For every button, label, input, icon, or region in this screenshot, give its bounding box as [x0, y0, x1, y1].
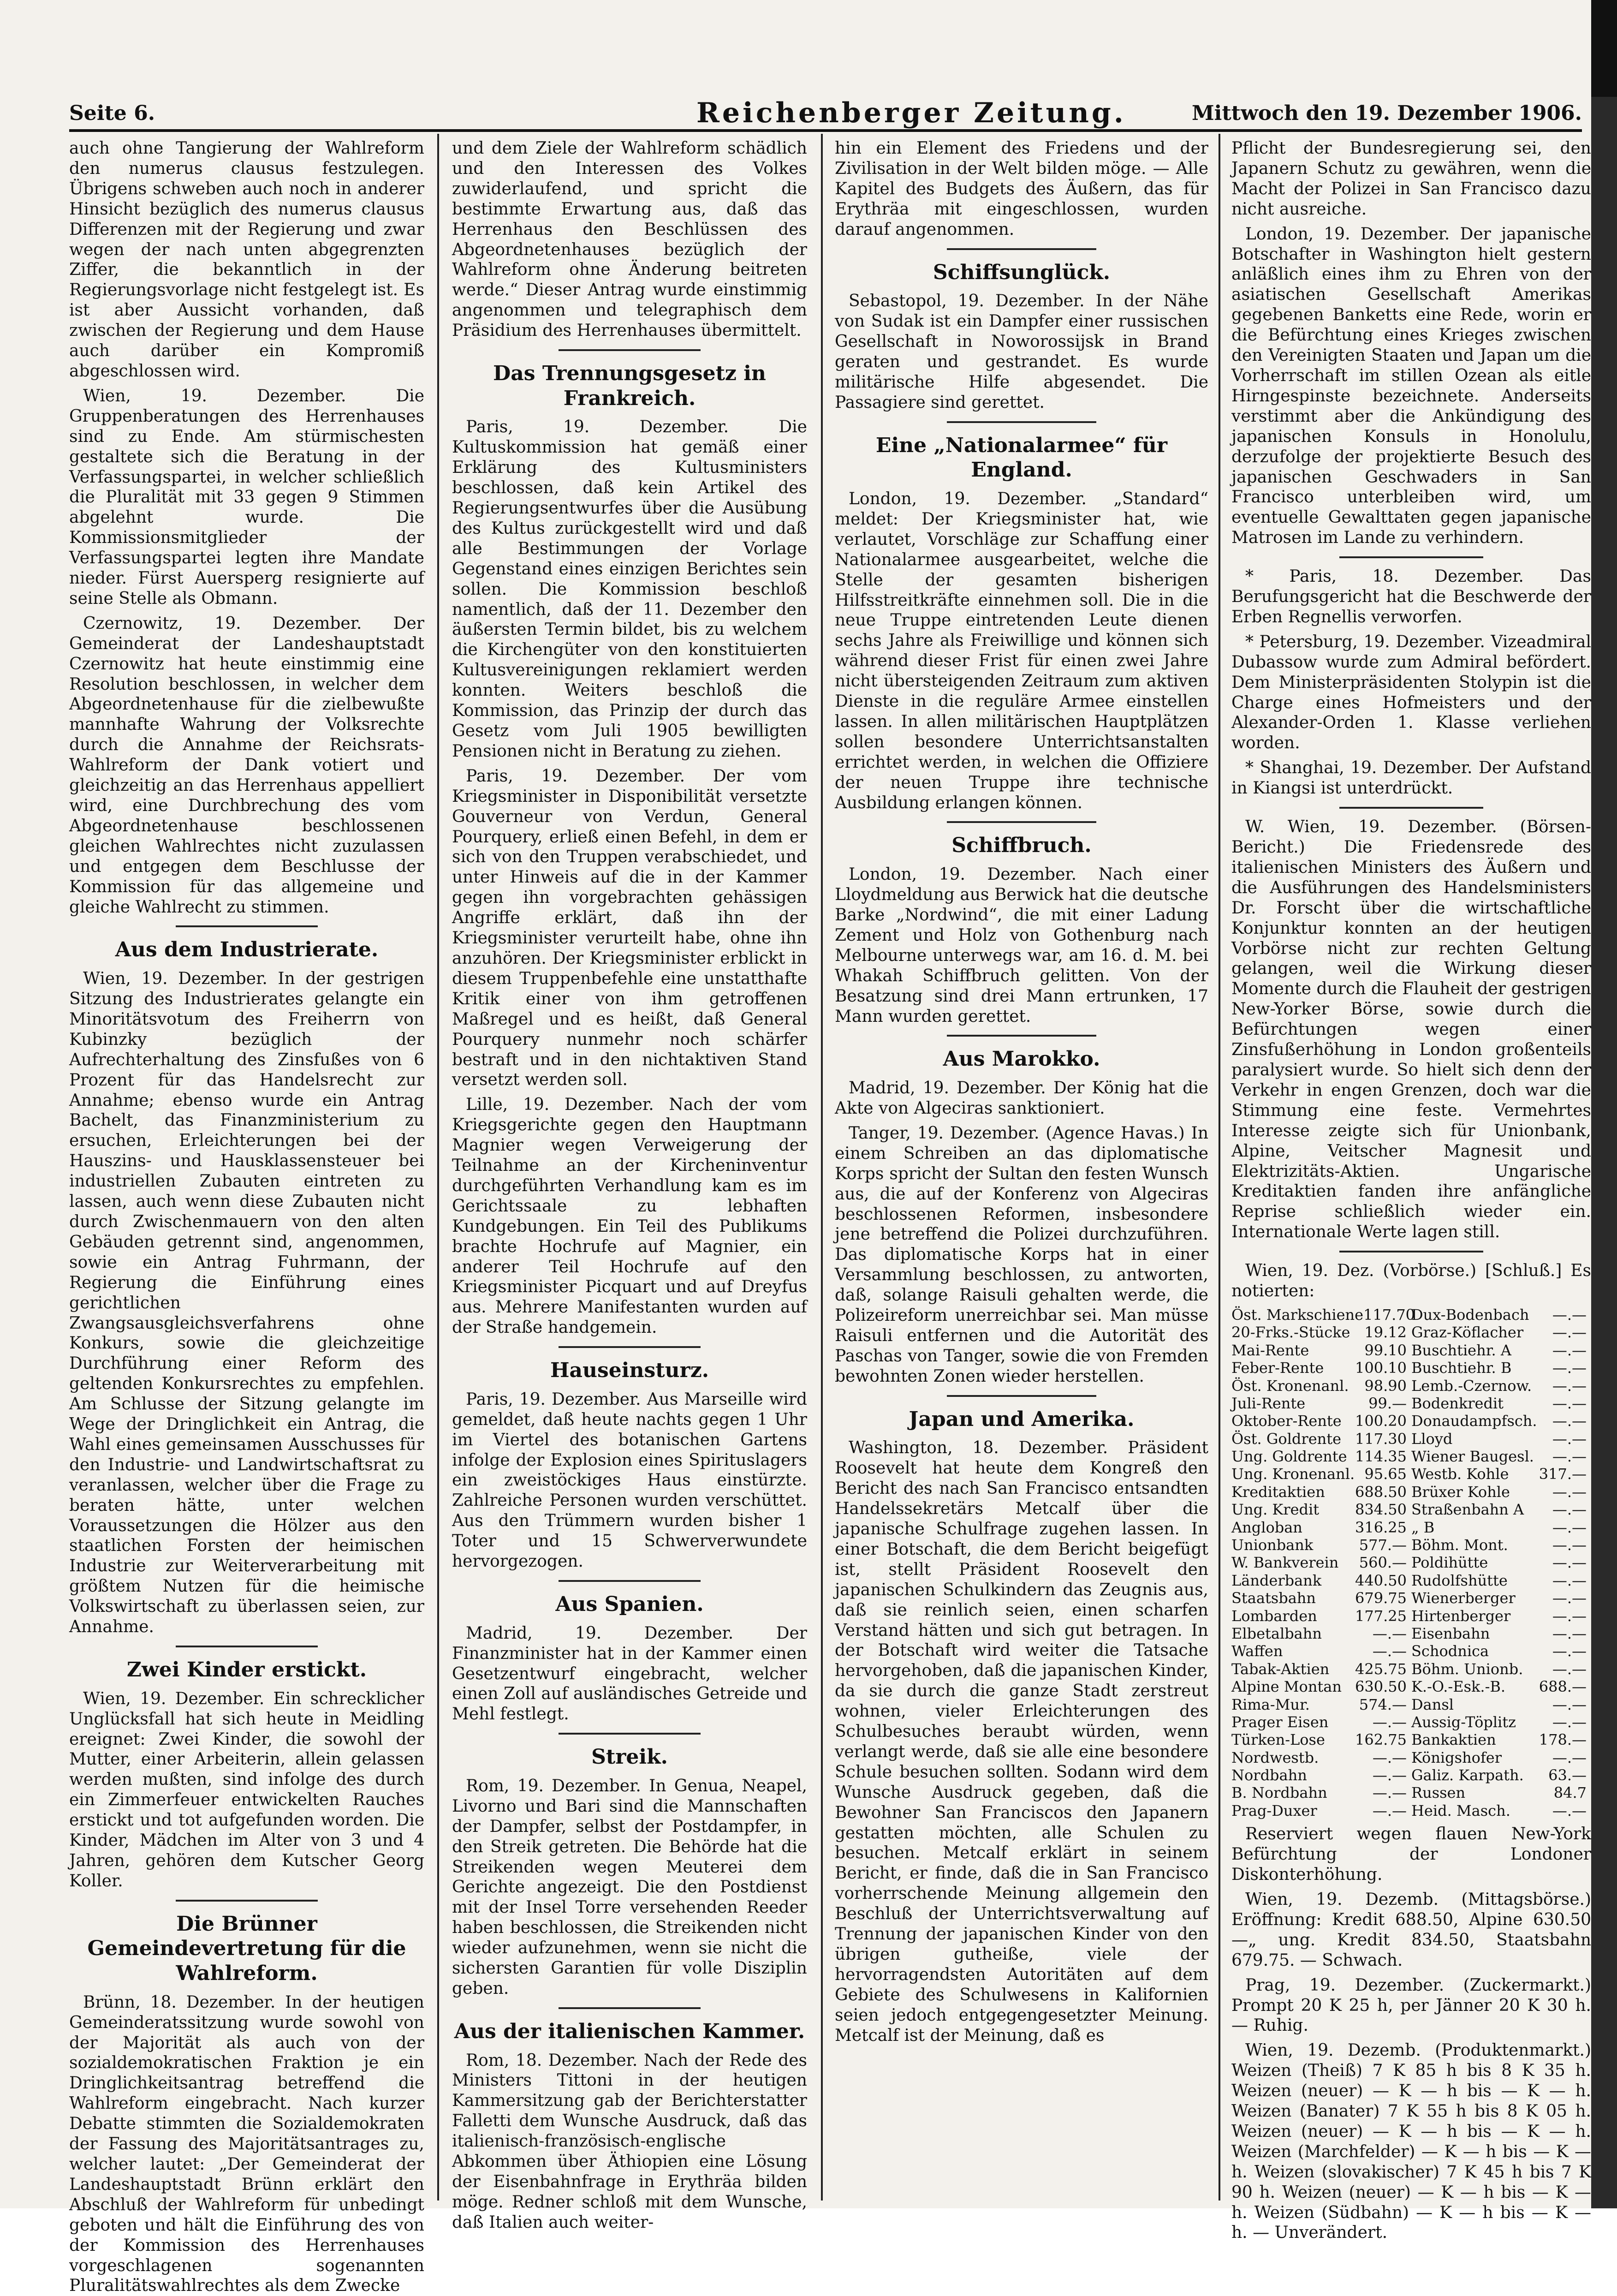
stock-row: [1231, 1324, 1591, 1341]
column-rule: [437, 134, 439, 2201]
stock-value: 117.70: [1363, 1306, 1415, 1324]
column-3: [835, 138, 1208, 2196]
stock-cell: [1411, 1465, 1591, 1483]
stock-name: Angloban: [1231, 1518, 1302, 1536]
stock-row: [1231, 1607, 1591, 1625]
article-paragraph: Sebastopol, 19. Dezember. In der Nähe von Sudak ist ein Dampfer einer russischen Gesellschaft in Noworossijsk in Brand geraten und gestrandet. Es wurde militärische Hilfe abgesendet. Die Passagiere sind gerettet.: [835, 292, 1208, 412]
stock-row: [1231, 1572, 1591, 1589]
stock-name: Brüxer Kohle: [1411, 1483, 1510, 1501]
stock-value: 99.—: [1368, 1394, 1407, 1412]
stock-name: Böhm. Mont.: [1411, 1536, 1508, 1554]
stock-cell: [1231, 1554, 1411, 1571]
stock-name: Buschtiehr. B: [1411, 1359, 1512, 1377]
article-headline: Hauseinsturz.: [550, 1359, 709, 1383]
article-paragraph: London, 19. Dezember. Nach einer Lloydmeldung aus Berwick hat die deutsche Barke „Nordwind“, die mit einer Ladung Zement und Holz von Gothenburg nach Melbourne unterwegs war, am 16. d. M. bei Whakah Schiffbruch gelitten. Von der Besatzung sind drei Mann ertrunken, 17 Mann wurden gerettet.: [835, 865, 1208, 1026]
stock-row: [1231, 1766, 1591, 1784]
stock-value: —.—: [1552, 1571, 1587, 1589]
stock-value: —.—: [1552, 1642, 1587, 1660]
page-header: [69, 97, 1582, 132]
stock-row: [1231, 1749, 1591, 1766]
article-paragraph: Paris, 19. Dezember. Die Kultuskommission hat gemäß einer Erklärung des Kultusministers beschlossen, daß kein Artikel des Regierungsentwurfes über die Ausübung des Kultus zurückgestellt wird und daß alle Bestimmungen der Vorlage Gegenstand eines einzigen Berichtes sein sollen. Die Kommission beschloß namentlich, daß der 11. Dezember den äußersten Termin bildet, bis zu welchem die Kirchengüter von den konstituierten Kultusvereinigungen reklamiert werden konnten. Weiters beschloß die Kommission, das Prinzip der durch das Gesetz vom Juli 1905 bewilligten Pensionen nicht in Beratung zu ziehen.: [452, 417, 807, 761]
stock-value: 63.—: [1548, 1766, 1587, 1784]
stock-cell: [1411, 1359, 1591, 1377]
article-paragraph: Rom, 19. Dezember. In Genua, Neapel, Livorno und Bari sind die Mannschaften der Dampfer, selbst der Postdampfer, in den Streik getreten. Die Behörde hat die Streikenden wegen Meuterei dem Gerichte angezeigt. Die den Postdienst mit der Insel Torre versehenden Reeder haben beschlossen, die Streikenden nicht wieder aufzunehmen, wenn sie nicht die sichersten Garantien für volle Disziplin geben.: [452, 1776, 807, 1998]
stock-value: —.—: [1372, 1766, 1407, 1784]
stock-name: Lloyd: [1411, 1430, 1453, 1448]
article-paragraph: und dem Ziele der Wahlreform schädlich und den Interessen des Volkes zuwiderlaufend, und spricht die bestimmte Erwartung aus, daß das Herrenhaus den Beschlüssen des Abgeordnetenhauses bezüglich der Wahlreform ohne Änderung beitreten werde.“ Dieser Antrag wurde einstimmig angenommen und telegraphisch dem Präsidium des Herrenhauses übermittelt.: [452, 139, 807, 340]
stock-name: Nordbahn: [1231, 1766, 1307, 1784]
stock-row: [1231, 1554, 1591, 1571]
article-paragraph: * Paris, 18. Dezember. Das Berufungsgericht hat die Beschwerde der Erben Regnellis verworfen.: [1231, 567, 1591, 626]
article-paragraph: Washington, 18. Dezember. Präsident Roosevelt hat heute dem Kongreß den Bericht des nach San Francisco entsandten Handelssekretärs Metcalf über die japanische Schulfrage zugehen lassen. In einer Botschaft, die dem Bericht beigefügt ist, stellt Präsident Roosevelt den japanischen Schulkindern das Zeugnis aus, daß sie reinlich seien, einen scharfen Verstand hätten und sich gut betragen. In der Botschaft wird weiter die Tatsache hervorgehoben, daß die japanischen Kinder, da sie durch die ganze Stadt zerstreut wohnen, vieler Erleichterungen des Schulbesuches beraubt würden, wenn verlangt werde, daß sie alle eine besondere Schule besuchen sollten. Sodann wird dem Wunsche Ausdruck gegeben, daß die Bewohner San Franciscos den Japanern gestatten möchten, alle Schulen zu besuchen. Metcalf erklärt in seinem Bericht, er finde, daß die in San Francisco vorherrschende Meinung allgemein den Beschluß der Unterrichtsverwaltung auf Trennung der japanischen Kinder von den übrigen gutheiße, viele der hervorragendsten Autoritäten auf dem Gebiete des Schulwesens in Kalifornien seien jedoch entgegengesetzter Meinung. Metcalf ist der Meinung, daß es: [835, 1438, 1208, 2045]
stock-cell: [1231, 1412, 1411, 1430]
stock-row: [1231, 1536, 1591, 1554]
stock-cell: [1411, 1607, 1591, 1625]
stock-value: 177.25: [1355, 1607, 1407, 1625]
stock-row: [1231, 1395, 1591, 1412]
stock-value: 425.75: [1355, 1660, 1407, 1678]
article-paragraph: Tanger, 19. Dezember. (Agence Havas.) In einem Schreiben an das diplomatische Korps spricht der Sultan den festen Wunsch aus, die auf der Konferenz von Algeciras beschlossenen Reformen, insbesondere jene betreffend die Polizei durchzuführen. Das diplomatische Korps hat in einer Versammlung beschlossen, zu antworten, daß, solange Raisuli gehalten werde, die Polizeireform unerreichbar sei. Man müsse Raisuli entfernen und die Autorität des Paschas von Tanger, sowie die von Fremden bewohnten Zonen wieder herstellen.: [835, 1123, 1208, 1386]
stock-value: —.—: [1552, 1377, 1587, 1395]
article-paragraph: auch ohne Tangierung der Wahlreform den numerus clausus festzulegen. Übrigens schweben auch noch in anderer Hinsicht bezüglich des numerus clausus Differenzen mit der Regierung und zwar wegen der nach unten abgegrenzten Ziffer, die bekanntlich in der Regierungsvorlage nicht festgelegt ist. Es ist aber Aussicht vorhanden, daß zwischen der Regierung und dem Hause auch darüber ein Kompromiß abgeschlossen wird.: [69, 139, 424, 381]
stock-cell: [1231, 1536, 1411, 1554]
article-separator: [947, 421, 1096, 423]
stock-value: —.—: [1552, 1483, 1587, 1501]
stock-cell: [1231, 1678, 1411, 1695]
stock-name: Kreditaktien: [1231, 1483, 1325, 1501]
stock-value: 834.50: [1355, 1501, 1407, 1519]
article-separator: [947, 1035, 1096, 1037]
article-separator: [1339, 556, 1483, 558]
article-paragraph: Wien, 19. Dezemb. (Mittagsbörse.) Eröffnung: Kredit 688.50, Alpine 630.50 —„ ung. Kredit 834.50, Staatsbahn 679.75. — Schwach.: [1231, 1890, 1591, 1970]
article-paragraph: Madrid, 19. Dezember. Der König hat die Akte von Algeciras sanktioniert.: [835, 1079, 1208, 1118]
stock-cell: [1231, 1660, 1411, 1678]
column-4: [1231, 138, 1591, 2242]
stock-cell: [1411, 1501, 1591, 1518]
stock-value: 114.35: [1355, 1448, 1407, 1466]
article-headline: Aus der italienischen Kammer.: [454, 2019, 805, 2043]
stock-name: Unionbank: [1231, 1536, 1314, 1554]
stock-value: 117.30: [1355, 1430, 1407, 1448]
stock-list-heading: Wien, 19. Dez. (Vorbörse.) [Schluß.] Es notierten:: [1231, 1261, 1591, 1301]
stock-value: —.—: [1552, 1748, 1587, 1766]
article-headline: Zwei Kinder erstickt.: [126, 1658, 367, 1682]
stock-value: —.—: [1372, 1642, 1407, 1660]
stock-name: Ung. Kredit: [1231, 1501, 1320, 1519]
article-paragraph: London, 19. Dezember. Der japanische Botschafter in Washington hielt gestern anläßlich eines ihm zu Ehren von der asiatischen Gesellschaft Amerikas gegebenen Banketts eine Rede, worin er die Befürchtung eines Krieges zwischen den Vereinigten Staaten und Japan um die Vorherrschaft im stillen Ozean als eitle Hirngespinste bezeichnete. Anderseits verstimmt aber die Ankündigung des japanischen Konsuls in Honolulu, derzufolge der projektierte Besuch des japanischen Geschwaders in San Francisco unterbleiben wird, um eventuelle Gewalttaten gegen japanische Matrosen im Lande zu verhindern.: [1231, 224, 1591, 548]
stock-value: —.—: [1552, 1324, 1587, 1342]
stock-value: —.—: [1552, 1518, 1587, 1536]
article-headline: Schiffbruch.: [951, 834, 1092, 858]
stock-name: Lombarden: [1231, 1607, 1317, 1625]
stock-cell: [1231, 1607, 1411, 1625]
stock-value: —.—: [1552, 1801, 1587, 1819]
article-paragraph: Wien, 19. Dezemb. (Produktenmarkt.) Weizen (Theiß) 7 K 85 h bis 8 K 35 h. Weizen (neuer) — K — h bis — K — h. Weizen (Banater) 7 K 55 h bis 8 K 05 h. Weizen (neuer) — K — h bis — K — h. Weizen (Marchfelder) — K — h bis — K — h. Weizen (slovakischer) 7 K 45 h bis 7 K 90 h. Weizen (neuer) — K — h bis — K — h. Weizen (Südbahn) — K — h bis — K — h. — Unverändert.: [1231, 2041, 1591, 2242]
article-headline: Eine „Nationalarmee“ für England.: [875, 433, 1168, 482]
stock-name: Schodnica: [1411, 1642, 1489, 1660]
stock-value: —.—: [1552, 1624, 1587, 1642]
stock-name: 20-Frks.-Stücke: [1231, 1324, 1350, 1342]
column-rule: [1219, 134, 1220, 2201]
stock-name: Länderbank: [1231, 1571, 1322, 1589]
stock-value: —.—: [1552, 1501, 1587, 1519]
stock-name: Bankaktien: [1411, 1731, 1496, 1749]
stock-name: Öst. Kronenanl.: [1231, 1377, 1349, 1395]
stock-row: [1231, 1430, 1591, 1448]
stock-value: 574.—: [1359, 1695, 1407, 1713]
stock-cell: [1231, 1465, 1411, 1483]
adjacent-page-edge: [1591, 97, 1617, 2208]
stock-name: Hirtenberger: [1411, 1607, 1511, 1625]
article-separator: [559, 2007, 701, 2009]
stock-cell: [1231, 1589, 1411, 1607]
page-number: Seite 6.: [69, 101, 155, 125]
stock-cell: [1411, 1554, 1591, 1571]
stock-name: Staatsbahn: [1231, 1589, 1316, 1607]
stock-value: —.—: [1552, 1536, 1587, 1554]
stock-name: Böhm. Unionb.: [1411, 1660, 1523, 1678]
stock-name: Öst. Markschiene: [1231, 1306, 1364, 1324]
article-separator: [176, 925, 318, 927]
stock-name: W. Bankverein: [1231, 1554, 1339, 1572]
stock-value: —.—: [1372, 1784, 1407, 1802]
stock-name: Straßenbahn A: [1411, 1501, 1524, 1519]
stock-cell: [1411, 1377, 1591, 1395]
stock-value: —.—: [1372, 1801, 1407, 1819]
stock-name: Westb. Kohle: [1411, 1465, 1509, 1483]
article-separator: [947, 821, 1096, 823]
stock-name: Wienerberger: [1411, 1589, 1516, 1607]
article-paragraph: Wien, 19. Dezember. Die Gruppenberatungen des Herrenhauses sind zu Ende. Am stürmischesten gestaltete sich die Beratung in der Verfassungspartei, in welcher schließlich die Pluralität mit 33 gegen 9 Stimmen abgelehnt wurde. Die Kommissionsmitglieder der Verfassungspartei legten ihre Mandate nieder. Fürst Auersperg resignierte auf seine Stelle als Obmann.: [69, 386, 424, 608]
stock-name: Rudolfshütte: [1411, 1571, 1508, 1589]
stock-cell: [1411, 1678, 1591, 1695]
stock-cell: [1411, 1625, 1591, 1642]
stock-value: —.—: [1372, 1748, 1407, 1766]
article-separator: [176, 1900, 318, 1902]
stock-row: [1231, 1625, 1591, 1642]
stock-name: „ B: [1411, 1518, 1435, 1536]
stock-value: 317.—: [1539, 1465, 1587, 1483]
stock-name: Türken-Lose: [1231, 1731, 1325, 1749]
stock-cell: [1231, 1572, 1411, 1589]
stock-name: Dux-Bodenbach: [1411, 1306, 1529, 1324]
article-paragraph: Paris, 19. Dezember. Aus Marseille wird gemeldet, daß heute nachts gegen 1 Uhr im Viertel des botanischen Gartens infolge der Explosion eines Spirituslagers ein zweistöckiges Haus einstürzte. Zahlreiche Personen wurden verschüttet. Aus den Trümmern wurden bisher 1 Toter und 15 Schwerverwundete hervorgezogen.: [452, 1390, 807, 1571]
stock-value: 19.12: [1364, 1324, 1407, 1342]
stock-value: —.—: [1552, 1412, 1587, 1430]
stock-value: 95.65: [1364, 1465, 1407, 1483]
stock-quotes-table: [1231, 1306, 1591, 1819]
stock-name: Tabak-Aktien: [1231, 1660, 1330, 1678]
article-paragraph: W. Wien, 19. Dezember. (Börsen-Bericht.) Die Friedensrede des italienischen Ministers des Äußern und die Ausführungen des Handelsministers Dr. Forscht über die wirtschaftliche Konjunktur konnten an der heutigen Vorbörse nicht zur rechten Geltung gelangen, weil die Wirkung dieser Momente durch die Flauheit der gestrigen New-Yorker Börse, sowie durch die Befürchtungen wegen einer Zinsfußerhöhung in London großenteils paralysiert wurde. So hielt sich denn der Verkehr in engen Grenzen, doch war die Stimmung eine feste. Vermehrtes Interesse zeigte sich für Unionbank, Alpine, Veitscher Magnesit und Elektrizitäts-Aktien. Ungarische Kreditaktien fanden ihre anfängliche Reprise schließlich wieder ein. Internationale Werte lagen still.: [1231, 817, 1591, 1242]
stock-name: Ung. Goldrente: [1231, 1448, 1347, 1466]
stock-cell: [1411, 1342, 1591, 1359]
stock-cell: [1231, 1519, 1411, 1536]
stock-cell: [1231, 1713, 1411, 1731]
stock-cell: [1411, 1713, 1591, 1731]
article-separator: [947, 248, 1096, 250]
stock-name: Nordwestb.: [1231, 1748, 1319, 1766]
stock-name: Aussig-Töplitz: [1411, 1713, 1516, 1731]
stock-value: —.—: [1552, 1394, 1587, 1412]
stock-cell: [1231, 1430, 1411, 1448]
stock-row: [1231, 1465, 1591, 1483]
stock-value: 630.50: [1355, 1678, 1407, 1696]
stock-cell: [1411, 1784, 1591, 1801]
article-paragraph: Prag, 19. Dezember. (Zuckermarkt.) Prompt 20 K 25 h, per Jänner 20 K 30 h. — Ruhig.: [1231, 1975, 1591, 2035]
article-separator: [176, 1646, 318, 1647]
stock-cell: [1411, 1519, 1591, 1536]
stock-row: [1231, 1784, 1591, 1801]
stock-row: [1231, 1448, 1591, 1465]
stock-name: Galiz. Karpath.: [1411, 1766, 1524, 1784]
stock-cell: [1231, 1642, 1411, 1660]
stock-name: Heid. Masch.: [1411, 1801, 1510, 1819]
stock-cell: [1411, 1749, 1591, 1766]
stock-row: [1231, 1713, 1591, 1731]
scan-edge: [1591, 0, 1617, 97]
stock-name: Mai-Rente: [1231, 1341, 1309, 1359]
stock-name: Königshofer: [1411, 1748, 1502, 1766]
article-headline: Schiffsunglück.: [933, 260, 1111, 284]
article-headline: Streik.: [591, 1745, 668, 1769]
stock-name: Graz-Köflacher: [1411, 1324, 1524, 1342]
stock-cell: [1411, 1430, 1591, 1448]
stock-cell: [1411, 1395, 1591, 1412]
stock-cell: [1411, 1448, 1591, 1465]
stock-value: —.—: [1372, 1713, 1407, 1731]
article-headline: Aus Marokko.: [943, 1047, 1100, 1071]
stock-value: 162.75: [1355, 1731, 1407, 1749]
stock-row: [1231, 1306, 1591, 1324]
stock-name: Oktober-Rente: [1231, 1412, 1342, 1430]
stock-cell: [1231, 1377, 1411, 1395]
article-separator: [559, 1580, 701, 1582]
stock-value: —.—: [1552, 1607, 1587, 1625]
stock-cell: [1411, 1589, 1591, 1607]
article-paragraph: Wien, 19. Dezember. In der gestrigen Sitzung des Industrierates gelangte ein Minoritätsvotum des Freiherrn von Kubinzky bezüglich der Aufrechterhaltung des Zinsfußes von 6 Prozent für das Handelsrecht zur Annahme; ebenso wurde ein Antrag Bachelt, das Finanzministerium zu ersuchen, Erleichterungen bei der Hauszins- und Hausklassensteuer bei industriellen Zubauten eintreten zu lassen, auch wenn diese Zubauten nicht durch Zwischenmauern von den alten Gebäuden getrennt sind, angenommen, sowie ein Antrag Fuhrmann, der Regierung die Einführung eines gerichtlichen Zwangsausgleichsverfahrens ohne Konkurs, sowie die gleichzeitige Durchführung einer Reform des geltenden Konkursrechtes zu empfehlen. Am Schlusse der Sitzung gelangte im Wege der Dringlichkeit ein Antrag, die Wahl eines gemeinsamen Ausschusses für den Industrie- und Landwirtschaftsrat zu veranlassen, welcher über die Frage zu beraten hätte, unter welchen Voraussetzungen die Hölzer aus den staatlichen Forsten der heimischen Industrie zur Weiterverarbeitung mit größtem Nutzen für die heimische Volkswirtschaft zu überlassen seien, zur Annahme.: [69, 969, 424, 1637]
stock-name: K.-O.-Esk.-B.: [1411, 1678, 1506, 1696]
stock-cell: [1411, 1572, 1591, 1589]
stock-row: [1231, 1483, 1591, 1501]
stock-value: —.—: [1552, 1359, 1587, 1377]
stock-name: Elbetalbahn: [1231, 1624, 1322, 1642]
stock-name: Juli-Rente: [1231, 1394, 1306, 1412]
article-paragraph: hin ein Element des Friedens und der Zivilisation in der Welt bilden möge. — Alle Kapitel des Budgets des Äußern, das für Erythräa mit eingeschlossen, wurden darauf angenommen.: [835, 139, 1208, 239]
article-paragraph: Wien, 19. Dezember. Ein schrecklicher Unglücksfall hat sich heute in Meidling ereignet: Zwei Kinder, die sowohl der Mutter, einer Arbeiterin, allein gelassen werden mußten, sind infolge des durch ein Zimmerfeuer entwickelten Rauches erstickt und tot aufgefunden worden. Die Kinder, Mädchen im Alter von 3 und 4 Jahren, gehören dem Kutscher Georg Koller.: [69, 1689, 424, 1890]
stock-name: Feber-Rente: [1231, 1359, 1324, 1377]
article-separator: [947, 1395, 1096, 1397]
stock-cell: [1411, 1766, 1591, 1784]
stock-cell: [1231, 1731, 1411, 1748]
stock-cell: [1411, 1802, 1591, 1819]
article-paragraph: Rom, 18. Dezember. Nach der Rede des Ministers Tittoni in der heutigen Kammersitzung gab der Berichterstatter Falletti dem Wunsche Ausdruck, daß das italienisch-französisch-englische Abkommen über Äthiopien eine Lösung der Eisenbahnfrage in Erythräa bilden möge. Redner schloß mit dem Wunsche, daß Italien auch weiter-: [452, 2051, 807, 2232]
stock-name: Poldihütte: [1411, 1554, 1488, 1572]
stock-row: [1231, 1412, 1591, 1430]
stock-value: —.—: [1372, 1624, 1407, 1642]
stock-name: Ung. Kronenanl.: [1231, 1465, 1355, 1483]
stock-value: —.—: [1552, 1306, 1587, 1324]
stock-row: [1231, 1377, 1591, 1395]
stock-value: 679.75: [1355, 1589, 1407, 1607]
stock-name: Prag-Duxer: [1231, 1801, 1317, 1819]
stock-name: B. Nordbahn: [1231, 1784, 1327, 1802]
article-headline: Das Trennungsgesetz in Frankreich.: [493, 362, 766, 410]
stock-name: Bodenkredit: [1411, 1394, 1504, 1412]
stock-value: 98.90: [1364, 1377, 1407, 1395]
stock-name: Wiener Baugesl.: [1411, 1448, 1534, 1466]
article-paragraph: * Petersburg, 19. Dezember. Vizeadmiral Dubassow wurde zum Admiral befördert. Dem Ministerpräsidenten Stolypin ist die Charge eines Hofmeisters und der Alexander-Orden 1. Klasse verliehen worden.: [1231, 632, 1591, 753]
article-paragraph: Reserviert wegen flauen New-York Befürchtung der Londoner Diskonterhöhung.: [1231, 1825, 1591, 1885]
stock-cell: [1411, 1642, 1591, 1660]
article-paragraph: Brünn, 18. Dezember. In der heutigen Gemeinderatssitzung wurde sowohl von der Majorität als auch von der sozialdemokratischen Fraktion je ein Dringlichkeitsantrag betreffend die Wahlreform eingebracht. Nach kurzer Debatte stimmten die Sozialdemokraten der Fassung des Majoritätsantrages zu, welcher lautet: „Der Gemeinderat der Landeshauptstadt Brünn erklärt den Abschluß der Wahlreform für unbedingt geboten und hält die Einführung des von der Kommission des Herrenhauses vorgeschlagenen sogenannten Pluralitätswahlrechtes als dem Zwecke: [69, 1992, 424, 2296]
stock-cell: [1231, 1483, 1411, 1501]
stock-row: [1231, 1589, 1591, 1607]
stock-value: 560.—: [1359, 1554, 1407, 1572]
stock-value: 100.10: [1355, 1359, 1407, 1377]
article-separator: [1339, 1251, 1483, 1252]
stock-name: Prager Eisen: [1231, 1713, 1329, 1731]
stock-value: —.—: [1552, 1695, 1587, 1713]
stock-value: 178.—: [1539, 1731, 1587, 1749]
stock-cell: [1231, 1749, 1411, 1766]
stock-cell: [1411, 1306, 1591, 1324]
article-separator: [1339, 807, 1483, 809]
stock-name: Lemb.-Czernow.: [1411, 1377, 1532, 1395]
stock-name: Donaudampfsch.: [1411, 1412, 1537, 1430]
stock-name: Öst. Goldrente: [1231, 1430, 1342, 1448]
article-paragraph: Madrid, 19. Dezember. Der Finanzminister hat in der Kammer einen Gesetzentwurf eingebracht, welcher einen Zoll auf ausländisches Getreide und Mehl festlegt.: [452, 1623, 807, 1724]
stock-name: Alpine Montan: [1231, 1678, 1342, 1696]
stock-cell: [1231, 1395, 1411, 1412]
stock-cell: [1411, 1696, 1591, 1713]
stock-cell: [1411, 1731, 1591, 1748]
article-paragraph: * Shanghai, 19. Dezember. Der Aufstand in Kiangsi ist unterdrückt.: [1231, 758, 1591, 798]
stock-name: Buschtiehr. A: [1411, 1341, 1511, 1359]
article-separator: [559, 1733, 701, 1735]
column-2: [452, 138, 807, 2232]
stock-row: [1231, 1678, 1591, 1695]
stock-value: —.—: [1552, 1660, 1587, 1678]
stock-row: [1231, 1642, 1591, 1660]
stock-cell: [1411, 1324, 1591, 1341]
stock-name: Waffen: [1231, 1642, 1283, 1660]
stock-cell: [1231, 1625, 1411, 1642]
stock-cell: [1231, 1359, 1411, 1377]
article-separator: [559, 349, 701, 351]
stock-row: [1231, 1342, 1591, 1359]
stock-cell: [1231, 1324, 1411, 1341]
stock-name: Rima-Mur.: [1231, 1695, 1310, 1713]
stock-value: —.—: [1552, 1554, 1587, 1572]
stock-cell: [1411, 1660, 1591, 1678]
stock-row: [1231, 1660, 1591, 1678]
column-1: [69, 138, 424, 2296]
article-headline: Aus dem Industrierate.: [115, 938, 379, 962]
stock-value: 577.—: [1359, 1536, 1407, 1554]
stock-row: [1231, 1501, 1591, 1518]
article-paragraph: London, 19. Dezember. „Standard“ meldet: Der Kriegsminister hat, wie verlautet, Vorschläge zur Schaffung einer Nationalarmee ausgearbeitet, welche die Stelle der gesamten bisherigen Hilfsstreitkräfte einnehmen soll. Die in die neue Truppe eintretenden Leute dienen sechs Jahre als Freiwillige und können sich während dieser Frist für einen zwei Jahre nicht übersteigenden Zeitraum zum aktiven Dienste in die reguläre Armee einstellen lassen. In allen militärischen Hauptplätzen sollen besondere Unterrichtsanstalten errichtet werden, in welchen die Offiziere der neuen Truppe ihre technische Ausbildung erlangen können.: [835, 489, 1208, 812]
column-rule: [821, 134, 823, 2201]
stock-value: —.—: [1552, 1430, 1587, 1448]
stock-name: Dansl: [1411, 1695, 1454, 1713]
stock-cell: [1231, 1306, 1415, 1324]
issue-date: Mittwoch den 19. Dezember 1906.: [1191, 101, 1582, 125]
stock-cell: [1411, 1412, 1591, 1430]
article-headline: Die Brünner Gemeindevertretung für die Wahlreform.: [87, 1912, 406, 1986]
stock-value: —.—: [1552, 1448, 1587, 1466]
stock-row: [1231, 1731, 1591, 1748]
article-headline: Aus Spanien.: [555, 1592, 704, 1616]
stock-cell: [1231, 1802, 1411, 1819]
stock-value: 688.50: [1355, 1483, 1407, 1501]
stock-cell: [1231, 1766, 1411, 1784]
article-paragraph: Pflicht der Bundesregierung sei, den Japanern Schutz zu gewähren, wenn die Macht der Polizei in San Francisco dazu nicht ausreiche.: [1231, 139, 1591, 219]
article-separator: [559, 1346, 701, 1348]
article-paragraph: Paris, 19. Dezember. Der vom Kriegsminister in Disponibilität versetzte Gouverneur von Verdun, General Pourquery, erließ einen Befehl, in dem er sich von den Truppen verabschiedet, und unter Hinweis auf die in der Kammer gegen ihn vorgebrachten gehässigen Angriffe erklärt, daß ihn der Kriegsminister verurteilt habe, ohne ihn anzuhören. Der Kriegsminister erblickt in diesem Truppenbefehle eine unstatthafte Kritik einer von ihm getroffenen Maßregel und es heißt, daß General Pourquery nunmehr noch schärfer bestraft und in den nichtaktiven Stand versetzt werden soll.: [452, 766, 807, 1090]
stock-cell: [1231, 1784, 1411, 1801]
stock-value: —.—: [1552, 1341, 1587, 1359]
stock-cell: [1231, 1696, 1411, 1713]
stock-cell: [1231, 1342, 1411, 1359]
stock-value: 84.7: [1553, 1784, 1587, 1802]
stock-value: 440.50: [1355, 1571, 1407, 1589]
stock-name: Russen: [1411, 1784, 1466, 1802]
stock-name: Eisenbahn: [1411, 1624, 1490, 1642]
article-paragraph: Lille, 19. Dezember. Nach der vom Kriegsgerichte gegen den Hauptmann Magnier wegen Verweigerung der Teilnahme an der Kircheninventur durchgeführten Verhandlung kam es im Gerichtssaale zu lebhaften Kundgebungen. Ein Teil des Publikums brachte Hochrufe auf Magnier, ein anderer Teil Hochrufe auf den Kriegsminister Picquart und auf Dreyfus aus. Mehrere Manifestanten wurden auf der Straße handgemein.: [452, 1095, 807, 1337]
stock-value: 99.10: [1364, 1341, 1407, 1359]
masthead-title: Reichenberger Zeitung.: [696, 97, 1126, 129]
stock-row: [1231, 1359, 1591, 1377]
stock-value: 316.25: [1355, 1518, 1407, 1536]
stock-cell: [1231, 1448, 1411, 1465]
stock-cell: [1411, 1536, 1591, 1554]
stock-cell: [1231, 1501, 1411, 1518]
article-paragraph: Czernowitz, 19. Dezember. Der Gemeinderat der Landeshauptstadt Czernowitz hat heute einstimmig eine Resolution beschlossen, in welcher dem Abgeordnetenhause für die zielbewußte mannhafte Wahrung der Volksrechte durch die Annahme der Reichsrats-Wahlreform der Dank votiert und gleichzeitig an das Herrenhaus appelliert wird, eine Durchbrechung des vom Abgeordnetenhause beschlossenen gleichen Wahlrechtes nicht zuzulassen und entgegen dem Beschlusse der Kommission für das allgemeine und gleiche Wahlrecht zu stimmen.: [69, 614, 424, 917]
stock-value: 100.20: [1355, 1412, 1407, 1430]
stock-value: —.—: [1552, 1713, 1587, 1731]
stock-value: —.—: [1552, 1589, 1587, 1607]
stock-row: [1231, 1519, 1591, 1536]
stock-value: 688.—: [1539, 1678, 1587, 1696]
stock-row: [1231, 1696, 1591, 1713]
stock-cell: [1411, 1483, 1591, 1501]
article-headline: Japan und Amerika.: [909, 1407, 1135, 1431]
stock-row: [1231, 1802, 1591, 1819]
